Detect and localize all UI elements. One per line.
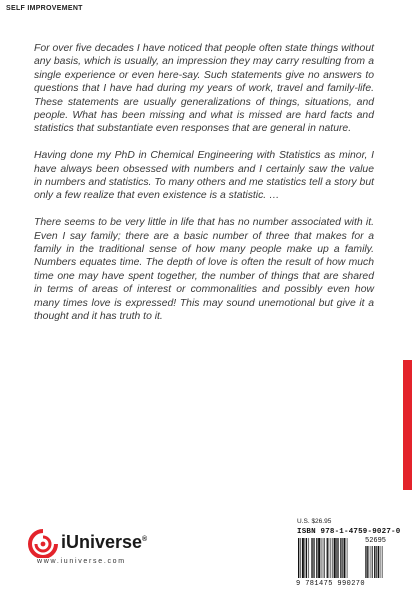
isbn-label: ISBN 978-1-4759-9027-0 bbox=[297, 528, 401, 536]
price-label: U.S. $26.95 bbox=[297, 518, 332, 525]
isbn-barcode bbox=[297, 538, 393, 582]
publisher-logo bbox=[27, 528, 227, 568]
publisher-url[interactable]: www.iuniverse.com bbox=[37, 558, 126, 565]
blurb-paragraph-1: For over five decades I have noticed that people often state things without any basis, which is usually, an impression they may carry resulting from a single experience or even here-say. Such statements give no answers to questions that I have had during my years of work, travel and family-life. These statements are usually generalizations of things, situations, and people. What has been missing and what is missed are hard facts and statistics that substantiate even responses that are general in nature. bbox=[34, 43, 374, 135]
blurb-paragraph-2: Having done my PhD in Chemical Engineering with Statistics as minor, I have always been obsessed with numbers and I certainly saw the value in numbers and statistics. To many others and me statistics tell a story but only a few realize that even existence is a statistic. … bbox=[34, 150, 374, 202]
iuniverse-swirl-icon bbox=[27, 528, 59, 558]
accent-bar bbox=[403, 360, 412, 490]
blurb-text bbox=[34, 42, 374, 337]
blurb-paragraph-3: There seems to be very little in life that has no number associated with it. Even I say family; there are a basic number of three that makes for a family in the traditional sense of how many people make up a family. Numbers equates time. The depth of love is often the result of how much time one may have spent together, the number of things that are shared in terms of areas of interest or commonalities and possibly even how many times love is expressed! This may sound unemotional but give it a thought and it has truth to it. bbox=[34, 217, 374, 323]
category-label: SELF IMPROVEMENT bbox=[6, 5, 83, 12]
publisher-name: iUniverse® bbox=[61, 532, 148, 552]
barcode-number: 9 781475 990270 bbox=[296, 580, 366, 588]
barcode-addon-number: 52695 bbox=[365, 537, 387, 545]
